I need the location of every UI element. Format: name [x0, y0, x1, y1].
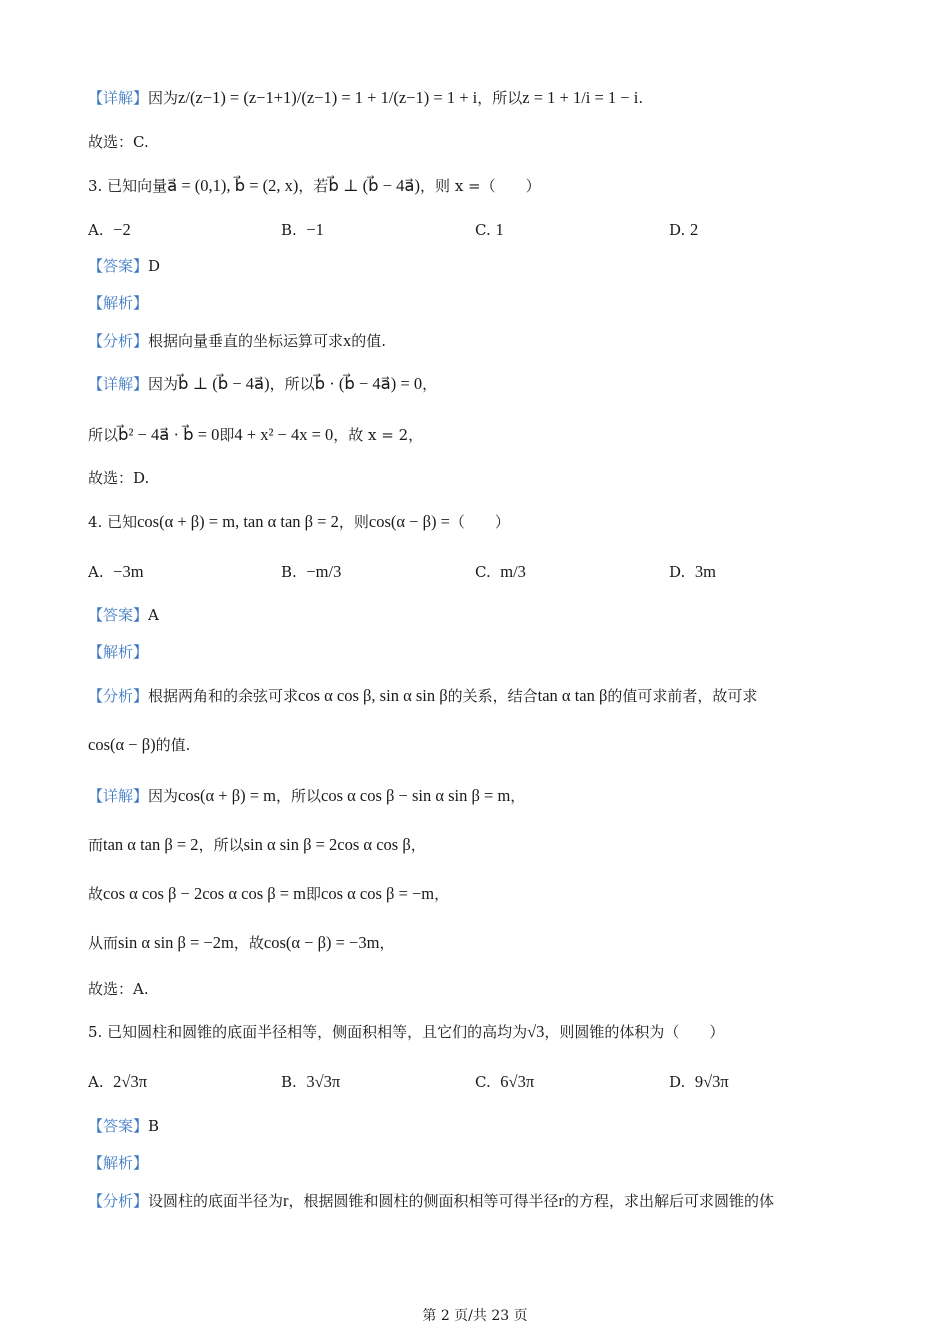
analysis-line: cos(α − β)的值.: [88, 735, 191, 754]
solution-line: 而tan α tan β = 2，所以sin α sin β = 2cos α cos β，: [88, 835, 426, 854]
q3-option-c: C. 1: [475, 220, 504, 239]
q4-option-b: B. −m/3: [281, 562, 342, 581]
question-5: 5. 已知圆柱和圆锥的底面半径相等，侧面积相等，且它们的高均为√3，则圆锥的体积为（ ）: [88, 1022, 725, 1041]
answer-choice-line: 故选：D.: [88, 469, 150, 487]
q3-option-d: D. 2: [669, 220, 699, 239]
analysis-line: 【分析】根据两角和的余弦可求cos α cos β, sin α sin β的关系，结合tan α tan β的值可求前者，故可求: [88, 686, 758, 705]
analysis-line: 【分析】根据向量垂直的坐标运算可求x的值.: [88, 331, 387, 350]
solution-line: 【详解】因为z/(z−1) = (z−1+1)/(z−1) = 1 + 1/(z−1) = 1 + i，所以z = 1 + 1/i = 1 − i.: [88, 88, 644, 107]
q5-option-c: C. 6√3π: [475, 1072, 535, 1091]
answer-choice-line: 故选：A.: [88, 980, 149, 998]
answer-tag: 【答案】A: [88, 606, 159, 624]
solution-line: 故cos α cos β − 2cos α cos β = m即cos α cos β = −m，: [88, 884, 450, 903]
answer-tag: 【答案】B: [88, 1117, 160, 1135]
q4-option-a: A. −3m: [88, 562, 144, 581]
q5-option-a: A. 2√3π: [88, 1072, 148, 1091]
solution-line: 所以b⃗² − 4a⃗ · b⃗ = 0即4 + x² − 4x = 0，故 x = 2，: [88, 425, 424, 444]
solution-line: 从而sin α sin β = −2m，故cos(α − β) = −3m，: [88, 933, 395, 952]
q5-option-b: B. 3√3π: [281, 1072, 341, 1091]
question-4: 4. 已知cos(α + β) = m, tan α tan β = 2，则cos(α − β) =（ ）: [88, 512, 510, 531]
q3-option-b: B. −1: [281, 220, 324, 239]
analysis-tag: 【解析】: [88, 294, 149, 312]
analysis-tag: 【解析】: [88, 643, 149, 661]
question-3: 3. 已知向量a⃗ = (0,1), b⃗ = (2, x)，若b⃗ ⊥ (b⃗ − 4a⃗)，则 x =（ ）: [88, 176, 541, 195]
q4-option-d: D. 3m: [669, 562, 716, 581]
q4-option-c: C. m/3: [475, 562, 526, 581]
solution-line: 【详解】因为cos(α + β) = m，所以cos α cos β − sin α sin β = m，: [88, 786, 526, 805]
page-footer: 第 2 页/共 23 页: [422, 1308, 528, 1324]
solution-line: 【详解】因为b⃗ ⊥ (b⃗ − 4a⃗)，所以b⃗ · (b⃗ − 4a⃗) = 0，: [88, 374, 438, 393]
analysis-tag: 【解析】: [88, 1154, 149, 1172]
answer-tag: 【答案】D: [88, 257, 161, 275]
analysis-line: 【分析】设圆柱的底面半径为r，根据圆锥和圆柱的侧面积相等可得半径r的方程，求出解后可求圆锥的体: [88, 1191, 775, 1210]
answer-choice-line: 故选：C.: [88, 133, 149, 151]
q5-option-d: D. 9√3π: [669, 1072, 729, 1091]
q3-option-a: A. −2: [88, 220, 131, 239]
